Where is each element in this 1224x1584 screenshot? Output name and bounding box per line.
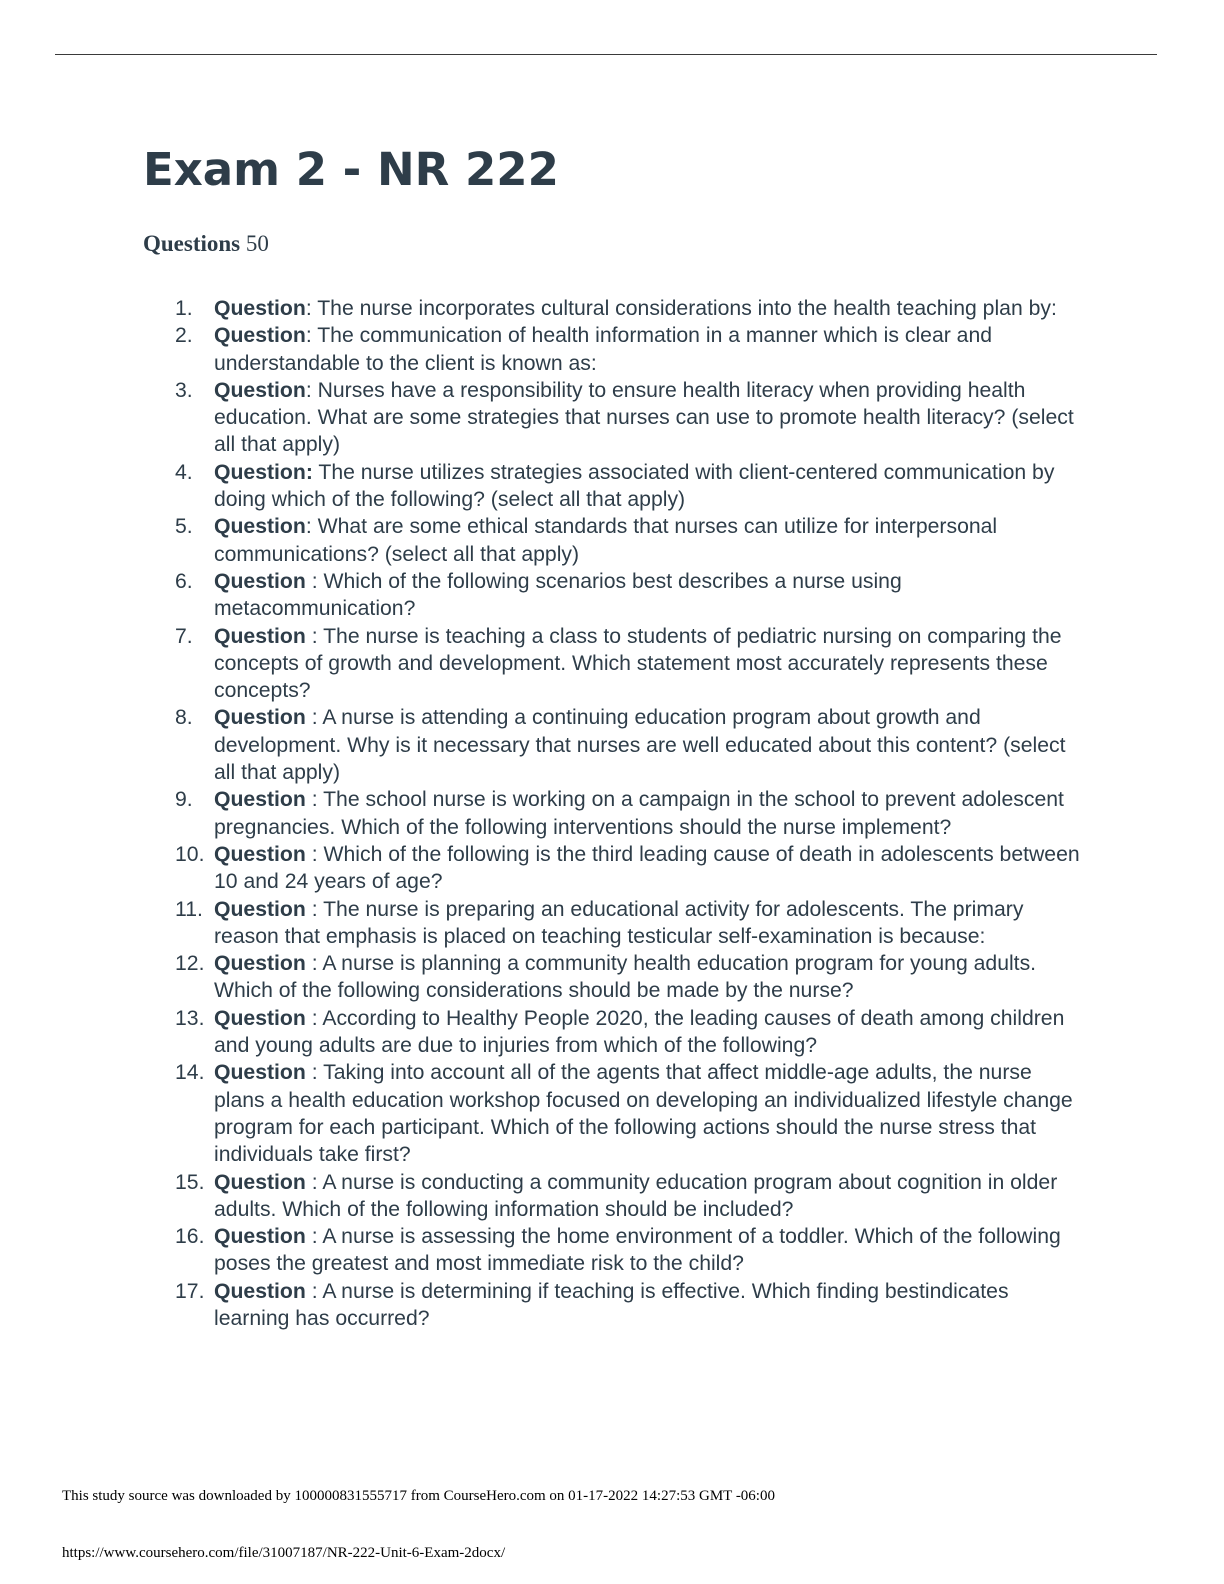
question-number: 1. — [175, 297, 193, 320]
question-label: Question — [214, 378, 306, 402]
question-number: 12. — [175, 952, 205, 976]
question-item — [175, 841, 1080, 896]
question-number: 14. — [175, 1061, 205, 1085]
question-item — [175, 623, 1080, 705]
question-number: 17. — [175, 1279, 205, 1303]
question-text: : A nurse is planning a community health education program for young adults. Which of the following considerations should be made by the nurse? — [214, 952, 1037, 1003]
question-item — [175, 896, 1080, 951]
question-number: 8. — [175, 706, 193, 730]
question-text: : The nurse incorporates cultural considerations into the health teaching plan by: — [305, 297, 1057, 320]
question-item — [175, 950, 1080, 1005]
question-label: Question — [214, 624, 306, 648]
question-text: : The school nurse is working on a campaign in the school to prevent adolescent pregnancies. Which of the following interventions should the nurse implement? — [214, 788, 1064, 839]
question-label: Question — [214, 324, 306, 348]
question-list — [175, 295, 1080, 1332]
question-item — [175, 1005, 1080, 1060]
question-item — [175, 1169, 1080, 1224]
question-item — [175, 568, 1080, 623]
question-label: Question: — [214, 460, 313, 484]
question-number: 2. — [175, 324, 193, 348]
question-label: Question — [214, 1225, 306, 1249]
question-text: : A nurse is conducting a community education program about cognition in older adults. Which of the following information should be included? — [214, 1170, 1058, 1221]
top-divider — [55, 54, 1157, 55]
questions-count-value: 50 — [245, 231, 269, 256]
question-label: Question — [214, 897, 306, 921]
question-item — [175, 1278, 1080, 1333]
question-label: Question — [214, 842, 306, 866]
question-label: Question — [214, 569, 306, 593]
question-label: Question — [214, 1170, 306, 1194]
question-item — [175, 322, 1080, 377]
question-text: : Which of the following scenarios best describes a nurse using metacommunication? — [214, 569, 902, 621]
question-text: : A nurse is determining if teaching is effective. Which finding bestindicates learning has occurred? — [214, 1279, 1009, 1330]
question-number: 16. — [175, 1225, 205, 1249]
question-text: : Which of the following is the third leading cause of death in adolescents between 10 and 24 years of age? — [214, 842, 1080, 894]
source-url: https://www.coursehero.com/file/31007187/NR-222-Unit-6-Exam-2docx/ — [62, 1545, 506, 1561]
question-label: Question — [214, 1006, 306, 1030]
question-text: : According to Healthy People 2020, the leading causes of death among children and young adults are due to injuries from which of the following? — [214, 1006, 1065, 1058]
question-item — [175, 513, 1080, 568]
question-item — [175, 1059, 1080, 1168]
question-label: Question — [214, 788, 306, 812]
question-number: 3. — [175, 378, 193, 402]
question-number: 13. — [175, 1006, 205, 1030]
question-label: Question — [214, 1279, 306, 1303]
question-text: : Taking into account all of the agents that affect middle-age adults, the nurse plans a health education workshop focused on developing an individualized lifestyle change program for each participant. Which of the following actions should the nurse stress that individuals take first? — [214, 1061, 1073, 1167]
question-item — [175, 459, 1080, 514]
question-item — [175, 1223, 1080, 1278]
question-text: : A nurse is assessing the home environment of a toddler. Which of the following poses the greatest and most immediate risk to the child? — [214, 1225, 1061, 1276]
download-source-note: This study source was downloaded by 100000831555717 from CourseHero.com on 01-17-2022 14:27:53 GMT -06:00 — [62, 1488, 775, 1504]
question-number: 6. — [175, 569, 193, 593]
question-text: : What are some ethical standards that nurses can utilize for interpersonal communications? (select all that apply) — [214, 515, 998, 566]
question-number: 7. — [175, 624, 193, 648]
question-text: : The communication of health information in a manner which is clear and understandable to the client is known as: — [214, 324, 993, 375]
question-number: 11. — [175, 897, 203, 921]
question-number: 9. — [175, 788, 193, 812]
question-item — [175, 704, 1080, 786]
questions-count-label: Questions — [143, 231, 241, 256]
question-label: Question — [214, 515, 306, 539]
question-number: 15. — [175, 1170, 205, 1194]
question-text: The nurse utilizes strategies associated with client-centered communication by doing which of the following? (select all that apply) — [214, 460, 1055, 512]
question-text: : Nurses have a responsibility to ensure health literacy when providing health education. What are some strategies that nurses can use to promote health literacy? (select all that apply) — [214, 378, 1074, 457]
question-label: Question — [214, 297, 306, 320]
page-title: Exam 2 - NR 222 — [143, 143, 559, 196]
question-number: 4. — [175, 460, 193, 484]
question-text: : The nurse is preparing an educational activity for adolescents. The primary reason that emphasis is placed on teaching testicular self-examination is because: — [214, 897, 1024, 948]
question-item — [175, 786, 1080, 841]
question-number: 10. — [175, 842, 205, 866]
question-item — [175, 295, 1080, 322]
question-label: Question — [214, 706, 306, 730]
question-item — [175, 377, 1080, 459]
question-label: Question — [214, 1061, 306, 1085]
question-text: : A nurse is attending a continuing education program about growth and development. Why is it necessary that nurses are well educated about this content? (select all that apply) — [214, 706, 1066, 785]
question-text: : The nurse is teaching a class to students of pediatric nursing on comparing the concepts of growth and development. Which statement most accurately represents these concepts? — [214, 624, 1062, 703]
questions-count — [143, 229, 269, 259]
question-number: 5. — [175, 515, 193, 539]
question-label: Question — [214, 952, 306, 976]
